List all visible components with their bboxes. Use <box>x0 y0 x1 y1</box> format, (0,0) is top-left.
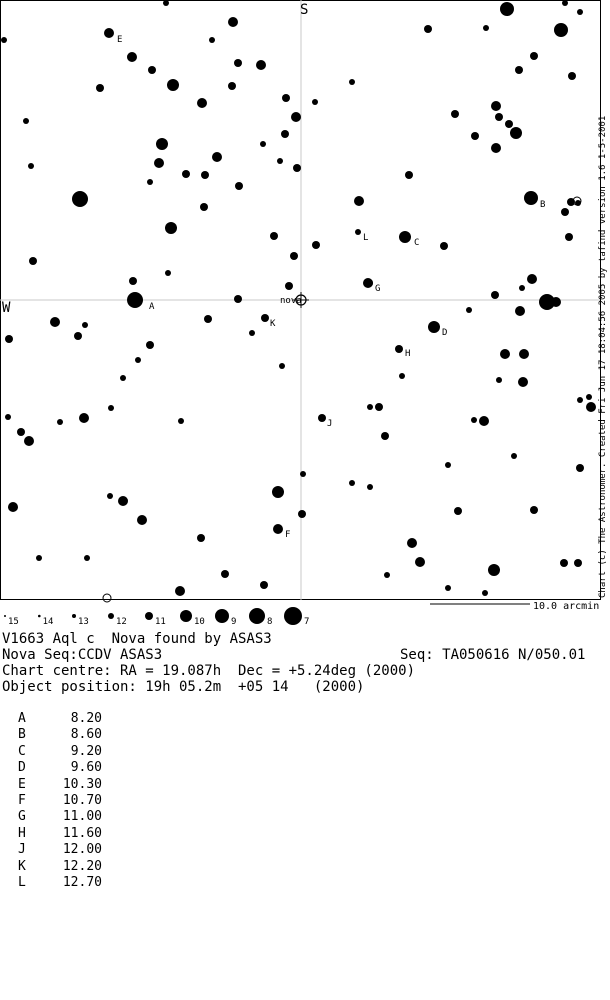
sequence-label: E <box>18 776 26 792</box>
magnitude-key-dot <box>249 608 265 624</box>
star <box>277 158 283 164</box>
star <box>424 25 432 33</box>
star <box>104 28 114 38</box>
magnitude-key-label: 10 <box>194 617 205 627</box>
star <box>167 79 179 91</box>
star <box>479 416 489 426</box>
star <box>290 252 298 260</box>
sequence-magnitude: 10.30 <box>62 776 102 792</box>
sequence-row <box>18 842 102 858</box>
star <box>488 564 500 576</box>
star <box>554 23 568 37</box>
star <box>454 507 462 515</box>
star <box>293 164 301 172</box>
star <box>445 462 451 468</box>
star <box>261 314 269 322</box>
info-line-3: Chart centre: RA = 19.087h Dec = +5.24deg (2000) <box>2 663 416 679</box>
star <box>561 208 569 216</box>
north-label: S <box>300 2 309 18</box>
sequence-label: G <box>18 809 26 825</box>
sequence-magnitude: 8.20 <box>70 711 102 726</box>
sequence-row <box>18 777 102 793</box>
sequence-star-label: A <box>149 302 155 312</box>
magnitude-key <box>4 607 309 627</box>
star <box>118 496 128 506</box>
star <box>282 94 290 102</box>
sequence-row <box>18 826 102 842</box>
magnitude-key-label: 7 <box>304 617 310 627</box>
star <box>249 330 255 336</box>
magnitude-key-label: 13 <box>78 617 89 627</box>
sequence-star-label: C <box>414 238 420 248</box>
star <box>260 581 268 589</box>
star <box>577 9 583 15</box>
star <box>79 413 89 423</box>
sequence-label: B <box>18 727 26 743</box>
star <box>234 295 242 303</box>
star <box>576 464 584 472</box>
magnitude-key-dot <box>38 615 41 618</box>
star <box>530 52 538 60</box>
star <box>500 2 514 16</box>
star <box>491 101 501 111</box>
star <box>355 229 361 235</box>
info-line-4: Object position: 19h 05.2m +05 14 (2000) <box>2 679 365 695</box>
sequence-magnitude: 11.00 <box>62 809 102 825</box>
sequence-star-label: L <box>363 233 369 243</box>
sequence-magnitude: 12.00 <box>62 842 102 858</box>
star <box>491 143 501 153</box>
star <box>285 282 293 290</box>
star <box>279 363 285 369</box>
star <box>365 279 373 287</box>
star <box>500 349 510 359</box>
sequence-magnitude: 9.20 <box>70 743 102 759</box>
magnitude-key-dot <box>284 607 302 625</box>
nova-label: nova <box>280 296 302 306</box>
star <box>405 171 413 179</box>
star <box>291 112 301 122</box>
west-label: W <box>2 300 11 316</box>
sequence-table <box>18 711 102 891</box>
star <box>440 242 448 250</box>
star <box>354 196 364 206</box>
star <box>505 120 513 128</box>
magnitude-key-dot <box>180 610 192 622</box>
star <box>228 82 236 90</box>
star <box>82 322 88 328</box>
star <box>586 402 596 412</box>
open-star <box>103 594 111 602</box>
sequence-label: H <box>18 825 26 841</box>
star <box>519 349 529 359</box>
star <box>200 203 208 211</box>
sequence-row <box>18 809 102 825</box>
star <box>221 570 229 578</box>
star <box>1 37 7 43</box>
star <box>471 417 477 423</box>
sequence-label: K <box>18 858 26 874</box>
star <box>36 555 42 561</box>
sequence-labels <box>117 35 545 540</box>
star <box>163 0 169 6</box>
star <box>483 25 489 31</box>
star <box>120 375 126 381</box>
star <box>524 191 538 205</box>
sequence-label: L <box>18 875 26 891</box>
info-line-2-left: Nova Seq:CCDV ASAS3 <box>2 647 163 663</box>
sequence-magnitude: 11.60 <box>62 825 102 841</box>
star <box>586 394 592 400</box>
sequence-label: J <box>18 842 26 858</box>
sequence-label: A <box>18 711 26 726</box>
magnitude-key-label: 9 <box>231 617 237 627</box>
sequence-star-label: B <box>540 200 546 210</box>
sequence-row <box>18 744 102 760</box>
star <box>146 341 154 349</box>
star <box>28 163 34 169</box>
sequence-star-label: J <box>327 419 333 429</box>
star <box>8 502 18 512</box>
star <box>204 315 212 323</box>
star <box>491 291 499 299</box>
star <box>228 17 238 27</box>
star <box>50 317 60 327</box>
star <box>428 321 440 333</box>
star <box>515 66 523 74</box>
star <box>260 141 266 147</box>
star <box>212 152 222 162</box>
star <box>530 506 538 514</box>
star <box>272 486 284 498</box>
star <box>577 397 583 403</box>
star <box>367 404 373 410</box>
star <box>384 572 390 578</box>
magnitude-key-label: 14 <box>42 617 54 627</box>
star <box>399 231 411 243</box>
star <box>178 418 184 424</box>
star <box>256 60 266 70</box>
star <box>23 118 29 124</box>
star <box>551 297 561 307</box>
star <box>107 493 113 499</box>
sequence-star-label: H <box>405 349 411 359</box>
star <box>127 292 143 308</box>
star <box>137 515 147 525</box>
sequence-label: D <box>18 760 26 776</box>
star <box>182 170 190 178</box>
star <box>165 222 177 234</box>
star <box>312 99 318 105</box>
sequence-row <box>18 711 102 727</box>
star <box>197 98 207 108</box>
star <box>515 306 525 316</box>
star <box>270 232 278 240</box>
magnitude-key-dot <box>145 612 153 620</box>
sequence-star-label: F <box>285 530 291 540</box>
star <box>407 538 417 548</box>
scale-label: 10.0 arcmin <box>533 601 600 612</box>
sequence-star-label: K <box>270 319 276 329</box>
star <box>574 559 582 567</box>
star <box>281 130 289 138</box>
sequence-magnitude: 10.70 <box>62 793 102 809</box>
star <box>74 332 82 340</box>
star <box>235 182 243 190</box>
info-line-2-right: Seq: TA050616 N/050.01 <box>400 647 586 663</box>
sequence-star-label: D <box>442 328 448 338</box>
sequence-row <box>18 760 102 776</box>
star <box>147 179 153 185</box>
star <box>312 241 320 249</box>
star <box>445 585 451 591</box>
star <box>300 471 306 477</box>
star <box>129 277 137 285</box>
star <box>5 335 13 343</box>
star <box>29 257 37 265</box>
magnitude-key-label: 12 <box>116 617 127 627</box>
star <box>560 559 568 567</box>
star <box>197 534 205 542</box>
star <box>135 357 141 363</box>
sequence-magnitude: 8.60 <box>70 727 102 743</box>
star <box>395 345 403 353</box>
star <box>96 84 104 92</box>
star <box>127 52 137 62</box>
star <box>298 510 306 518</box>
star <box>349 480 355 486</box>
star <box>511 453 517 459</box>
star <box>415 557 425 567</box>
star <box>154 158 164 168</box>
star <box>471 132 479 140</box>
star <box>84 555 90 561</box>
star <box>451 110 459 118</box>
star <box>156 138 168 150</box>
magnitude-key-label: 8 <box>267 617 273 627</box>
star <box>24 436 34 446</box>
star <box>399 373 405 379</box>
magnitude-key-dot <box>108 613 114 619</box>
sequence-magnitude: 12.70 <box>62 875 102 891</box>
magnitude-key-label: 15 <box>8 617 19 627</box>
star <box>518 377 528 387</box>
sequence-row <box>18 859 102 875</box>
star <box>495 113 503 121</box>
star <box>175 586 185 596</box>
star <box>17 428 25 436</box>
magnitude-key-label: 11 <box>155 617 166 627</box>
star <box>234 59 242 67</box>
star <box>466 307 472 313</box>
sequence-label: C <box>18 743 26 759</box>
sequence-magnitude: 9.60 <box>70 760 102 776</box>
star <box>381 432 389 440</box>
chart-credit: Chart (c) The Astronomer. Created Fri Jun 17 18:04:56 2005 by tafind version 1.6 1-5-2001 <box>598 115 608 598</box>
sequence-row <box>18 793 102 809</box>
star <box>148 66 156 74</box>
magnitude-key-dot <box>72 614 76 618</box>
star <box>527 274 537 284</box>
info-line-1: V1663 Aql c Nova found by ASAS3 <box>2 631 272 647</box>
star <box>318 414 326 422</box>
star <box>108 405 114 411</box>
star <box>57 419 63 425</box>
sequence-star-label: G <box>375 284 381 294</box>
sequence-row <box>18 727 102 743</box>
star <box>519 285 525 291</box>
sequence-row <box>18 875 102 891</box>
star <box>482 590 488 596</box>
star <box>349 79 355 85</box>
star <box>209 37 215 43</box>
sequence-magnitude: 12.20 <box>62 858 102 874</box>
star <box>201 171 209 179</box>
star <box>565 233 573 241</box>
star <box>367 484 373 490</box>
star <box>165 270 171 276</box>
sequence-star-label: E <box>117 35 123 45</box>
star <box>375 403 383 411</box>
magnitude-key-dot <box>4 615 6 617</box>
sequence-label: F <box>18 793 26 809</box>
star <box>72 191 88 207</box>
star <box>496 377 502 383</box>
magnitude-key-dot <box>215 609 229 623</box>
star <box>568 72 576 80</box>
star <box>5 414 11 420</box>
star <box>510 127 522 139</box>
star <box>273 524 283 534</box>
star <box>562 0 568 6</box>
